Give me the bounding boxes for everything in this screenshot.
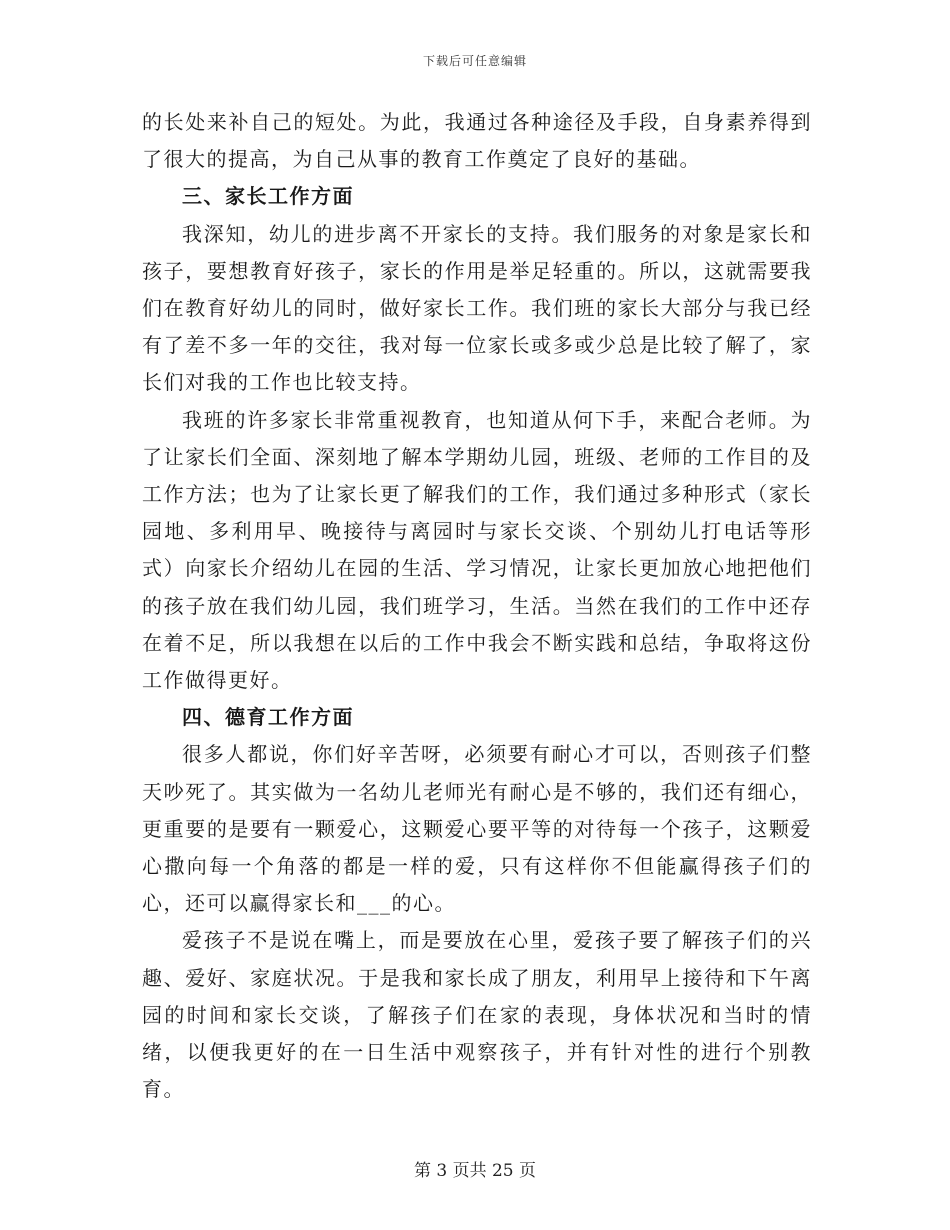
- paragraph-parent-communication: 我班的许多家长非常重视教育，也知道从何下手，来配合老师。为了让家长们全面、深刻地了解本学期幼儿园，班级、老师的工作目的及工作方法；也为了让家长更了解我们的工作，我们通过多种形式（家长园地、多利用早、晚接待与离园时与家长交谈、个别幼儿打电话等形式）向家长介绍幼儿在园的生活、学习情况，让家长更加放心地把他们的孩子放在我们幼儿园，我们班学习，生活。当然在我们的工作中还存在着不足，所以我想在以后的工作中我会不断实践和总结，争取将这份工作做得更好。: [142, 407, 812, 693]
- paragraph-parent-support: 我深知，幼儿的进步离不开家长的支持。我们服务的对象是家长和孩子，要想教育好孩子，家长的作用是举足轻重的。所以，这就需要我们在教育好幼儿的同时，做好家长工作。我们班的家长大部分与我已经有了差不多一年的交往，我对每一位家长或多或少总是比较了解了，家长们对我的工作也比较支持。: [142, 221, 812, 395]
- paragraph-understand-children: 爱孩子不是说在嘴上，而是要放在心里，爱孩子要了解孩子们的兴趣、爱好、家庭状况。于是我和家长成了朋友，利用早上接待和下午离园的时间和家长交谈，了解孩子们在家的表现，身体状况和当时的情绪，以便我更好的在一日生活中观察孩子，并有针对性的进行个别教育。: [142, 928, 812, 1102]
- paragraph-patience-love: 很多人都说，你们好辛苦呀，必须要有耐心才可以，否则孩子们整天吵死了。其实做为一名幼儿老师光有耐心是不够的，我们还有细心，更重要的是要有一颗爱心，这颗爱心要平等的对待每一个孩子，这颗爱心撒向每一个角落的都是一样的爱，只有这样你不但能赢得孩子们的心，还可以赢得家长和___的心。: [142, 742, 812, 916]
- document-body: [142, 104, 812, 1108]
- section-heading-moral-education: 四、德育工作方面: [182, 705, 354, 730]
- section-heading-parent-work: 三、家长工作方面: [182, 184, 354, 209]
- paragraph-continued: 的长处来补自己的短处。为此，我通过各种途径及手段，自身素养得到了很大的提高，为自己从事的教育工作奠定了良好的基础。: [142, 110, 812, 172]
- page-header: 下载后可任意编辑: [422, 54, 527, 68]
- page-number: 第 3 页共 25 页: [413, 1161, 537, 1181]
